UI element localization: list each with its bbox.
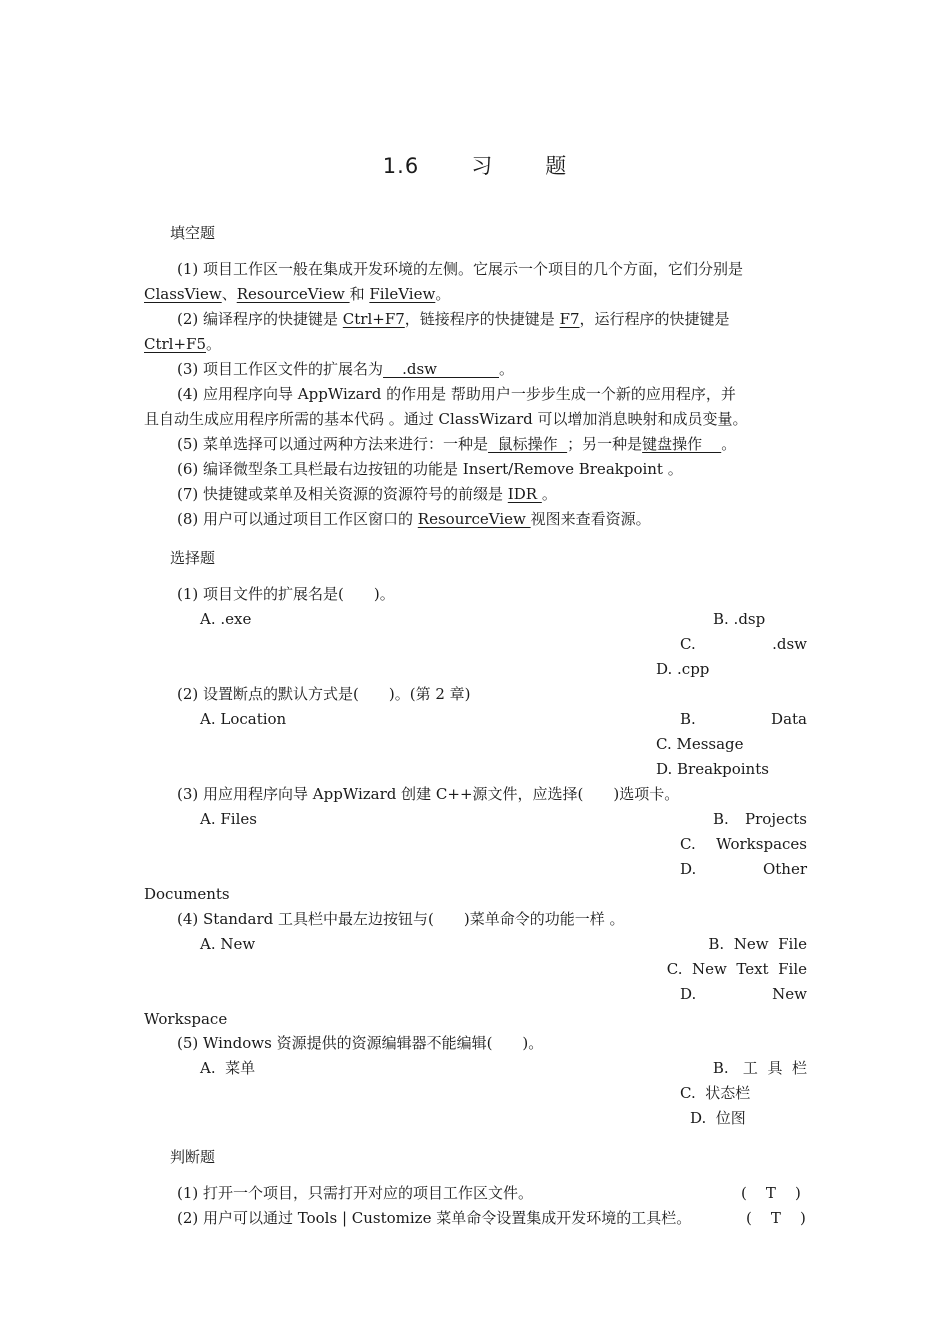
choice-q4-option-a: A. New — [200, 935, 256, 953]
choice-q5-stem: (5) Windows 资源提供的资源编辑器不能编辑( )。 — [177, 1034, 544, 1052]
judge-section-heading: 判断题 — [170, 1148, 216, 1166]
choice-q3-option-c-text: Workspaces — [716, 835, 807, 853]
fill-q2-line1: (2) 编译程序的快捷键是 Ctrl+F7，链接程序的快捷键是 F7，运行程序的快捷键是 — [177, 310, 730, 328]
choice-q4-option-d-label: D. — [680, 985, 697, 1003]
choice-q2-option-b-text: Data — [771, 710, 807, 728]
fill-section-heading: 填空题 — [170, 224, 216, 242]
choice-q4-stem: (4) Standard 工具栏中最左边按钮与( )菜单命令的功能一样 。 — [177, 910, 625, 928]
choice-q4-option-c: C. New Text File — [666, 960, 807, 978]
choice-q3-option-d-text: Other — [762, 860, 807, 878]
choice-q3-option-c-label: C. — [680, 835, 696, 853]
choice-q4-option-d-wrap: Workspace — [144, 1010, 228, 1028]
fill-q7: (7) 快捷键或菜单及相关资源的资源符号的前缀是 IDR 。 — [177, 485, 557, 503]
fill-q6: (6) 编译微型条工具栏最右边按钮的功能是 Insert/Remove Breakpoint 。 — [177, 460, 683, 478]
choice-q2-option-d: D. Breakpoints — [656, 760, 769, 778]
choice-q1-option-c-label: C. — [680, 635, 696, 653]
choice-q2-stem: (2) 设置断点的默认方式是( )。(第 2 章) — [177, 685, 471, 703]
choice-q3-option-a: A. Files — [200, 810, 257, 828]
choice-q4-option-d-text: New — [772, 985, 807, 1003]
choice-q1-stem: (1) 项目文件的扩展名是( )。 — [177, 585, 395, 603]
fill-q1-line1: (1) 项目工作区一般在集成开发环境的左侧。它展示一个项目的几个方面，它们分别是 — [177, 260, 744, 278]
choice-q5-option-d: D. 位图 — [690, 1109, 746, 1127]
choice-q3-option-d-label: D. — [680, 860, 697, 878]
choice-section-heading: 选择题 — [170, 549, 216, 567]
choice-q2-option-b-label: B. — [680, 710, 696, 728]
judge-q1-text: (1) 打开一个项目，只需打开对应的项目工作区文件。 — [177, 1184, 534, 1202]
fill-q4-line2: 且自动生成应用程序所需的基本代码 。通过 ClassWizard 可以增加消息映射和成员变量。 — [144, 410, 748, 428]
judge-q2-text: (2) 用户可以通过 Tools | Customize 菜单命令设置集成开发环境的工具栏。 — [177, 1209, 692, 1227]
choice-q5-option-a: A. 菜单 — [200, 1059, 256, 1077]
fill-q4-line1: (4) 应用程序向导 AppWizard 的作用是 帮助用户一步步生成一个新的应用程序，并 — [177, 385, 736, 403]
choice-q3-option-d-wrap: Documents — [144, 885, 230, 903]
fill-q5: (5) 菜单选择可以通过两种方法来进行：一种是 鼠标操作 ；另一种是键盘操作 。 — [177, 435, 737, 453]
choice-q4-option-b: B. New File — [708, 935, 807, 953]
fill-q8: (8) 用户可以通过项目工作区窗口的 ResourceView 视图来查看资源。 — [177, 510, 651, 528]
page-title: 1.6 习 题 — [382, 154, 568, 178]
choice-q5-option-c: C. 状态栏 — [680, 1084, 751, 1102]
fill-q2-line2: Ctrl+F5。 — [144, 335, 222, 353]
judge-q1-answer: ( T ) — [741, 1184, 801, 1202]
choice-q5-option-b: B. 工 具 栏 — [712, 1059, 807, 1077]
choice-q3-option-b-label: B. — [713, 810, 729, 828]
judge-q2-answer: ( T ) — [746, 1209, 806, 1227]
choice-q1-option-c-text: .dsw — [772, 635, 807, 653]
choice-q3-option-b-text: Projects — [745, 810, 807, 828]
choice-q3-stem: (3) 用应用程序向导 AppWizard 创建 C++源文件，应选择( )选项卡。 — [177, 785, 680, 803]
fill-q1-line2: ClassView、ResourceView 和 FileView。 — [144, 285, 451, 303]
choice-q1-option-d: D. .cpp — [656, 660, 710, 678]
fill-q3: (3) 项目工作区文件的扩展名为 .dsw 。 — [177, 360, 515, 378]
choice-q2-option-a: A. Location — [200, 710, 287, 728]
choice-q2-option-c: C. Message — [656, 735, 744, 753]
choice-q1-option-a: A. .exe — [200, 610, 252, 628]
choice-q1-option-b: B. .dsp — [713, 610, 766, 628]
